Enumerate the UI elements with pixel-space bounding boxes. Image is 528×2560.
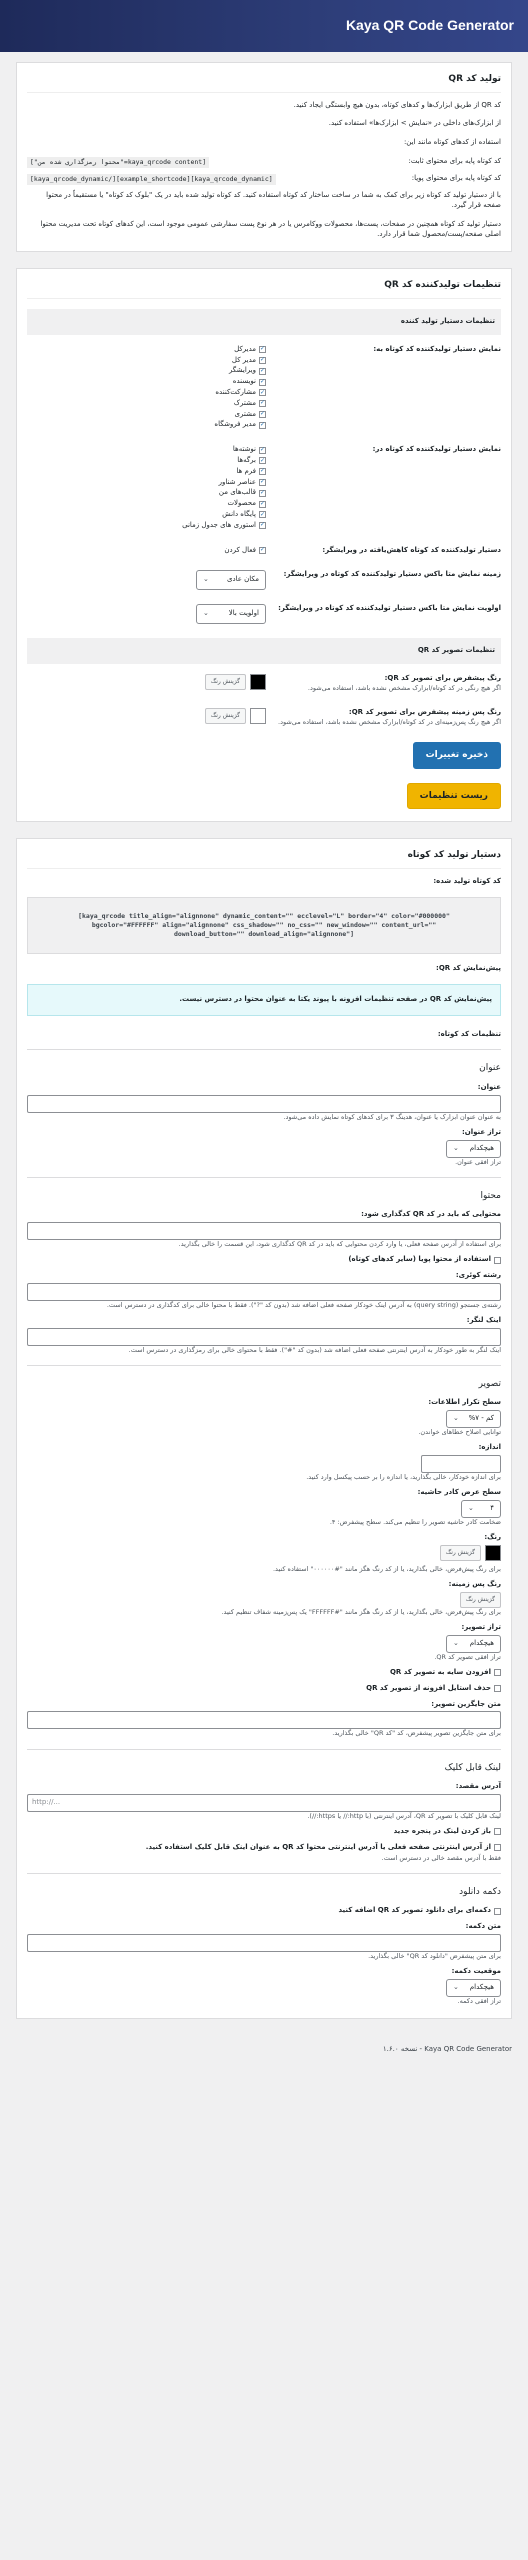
roles-checklist xyxy=(27,345,266,431)
checkbox-icon[interactable] xyxy=(494,1844,501,1851)
content-label: محتوایی که باید در کد QR کدگذاری شود: xyxy=(361,1210,501,1219)
generator-card xyxy=(16,838,512,2019)
image-section-heading: تصویر xyxy=(478,1378,501,1389)
download-button-checkbox[interactable] xyxy=(27,1906,501,1916)
link-section-heading: لینک قابل کلیک xyxy=(444,1762,501,1773)
size-label: اندازه: xyxy=(478,1443,501,1452)
anchor-input[interactable] xyxy=(27,1328,501,1346)
checkbox-checked-icon[interactable]: ✓ xyxy=(259,521,266,529)
checklist-item[interactable] xyxy=(27,388,266,398)
fg-color-row xyxy=(27,674,501,694)
dynamic-code-label: کد کوتاه پایه برای محتوای پویا: xyxy=(411,174,501,183)
ecc-value: کم - ۷% xyxy=(468,1414,494,1423)
title-label: عنوان: xyxy=(477,1082,501,1091)
title-input[interactable] xyxy=(27,1095,501,1113)
footer xyxy=(0,2035,528,2065)
checkbox-icon[interactable] xyxy=(494,1257,501,1264)
checklist-item[interactable] xyxy=(27,356,266,366)
img-align-select[interactable] xyxy=(446,1635,501,1653)
checkbox-icon[interactable] xyxy=(494,1908,501,1915)
minimized-checkbox[interactable] xyxy=(27,546,266,556)
border-select[interactable] xyxy=(461,1500,501,1518)
checklist-item[interactable] xyxy=(27,467,266,477)
bg-color-picker[interactable] xyxy=(205,708,266,724)
title-align-label: تراز عنوان: xyxy=(461,1127,501,1136)
context-value: مکان عادی xyxy=(226,575,259,584)
shortcode-line: bgcolor="#FFFFFF" align="alignnone" css_shadow="" no_css="" new_window="" content_url="" xyxy=(91,920,437,929)
color-swatch[interactable] xyxy=(485,1545,501,1561)
checklist-item[interactable] xyxy=(27,456,266,466)
color-label: رنگ: xyxy=(484,1533,501,1542)
btn-text-label: متن دکمه: xyxy=(465,1922,501,1931)
ecc-desc: توانایی اصلاح خطاهای خواندن. xyxy=(418,1428,501,1437)
chevron-down-icon: ⌄ xyxy=(453,1982,459,1991)
alt-desc: برای متن جایگزین تصویر پیشفرض، کد "کد QR" خالی بگذارید. xyxy=(332,1729,501,1738)
chevron-down-icon: ⌄ xyxy=(453,1639,459,1648)
alt-label: متن جایگزین تصویر: xyxy=(431,1699,501,1708)
save-button[interactable]: ذخیره تغییرات xyxy=(413,742,501,769)
checkbox-checked-icon[interactable]: ✓ xyxy=(259,356,266,364)
post-types-row xyxy=(27,445,501,531)
checklist-item-label: مشارکت‌کننده xyxy=(215,387,256,396)
checklist-item-label: نوشته‌ها xyxy=(232,445,256,454)
fg-color-picker[interactable] xyxy=(205,674,266,690)
checklist-item[interactable] xyxy=(27,499,266,509)
anchor-label: اینک لنگر: xyxy=(466,1315,501,1324)
btn-pos-select[interactable] xyxy=(446,1979,501,1997)
divider xyxy=(27,1873,501,1874)
checkbox-checked-icon[interactable]: ✓ xyxy=(259,467,266,475)
fg-color-swatch[interactable] xyxy=(250,674,266,690)
checklist-item[interactable] xyxy=(27,410,266,420)
chevron-down-icon: ⌄ xyxy=(203,575,209,584)
fg-color-label: رنگ پیشفرض برای تصویر کد QR: xyxy=(384,674,501,683)
bg-color-label: رنگ پس زمینه پیشفرض برای تصویر کد QR: xyxy=(348,708,501,717)
intro-p2: از ابزارک‌های داخلی در «نمایش > ابزارک‌ها» استفاده کنید. xyxy=(328,119,501,128)
static-code: [kaya_qrcode content="محتوا رمزگذاری شده من"] xyxy=(27,157,209,168)
nocss-checkbox[interactable] xyxy=(27,1684,501,1694)
post-types-label: نمایش دستیار تولیدکننده کد کوتاه در: xyxy=(372,445,501,454)
btn-text-desc: برای متن پیشفرض "دانلود کد QR" خالی بگذارید. xyxy=(368,1951,501,1960)
self-url-desc: فقط با آدرس مقصد خالی در دسترس است. xyxy=(381,1853,501,1862)
checklist-item[interactable] xyxy=(27,345,266,355)
settings-heading: تنظیمات تولیدکننده کد QR xyxy=(27,279,501,299)
checklist-item[interactable] xyxy=(27,420,266,430)
minimized-value: فعال کردن xyxy=(224,545,256,554)
divider xyxy=(27,1049,501,1050)
content-section-heading: محتوا xyxy=(480,1190,501,1201)
generated-shortcode[interactable] xyxy=(27,897,501,954)
checkbox-checked-icon[interactable]: ✓ xyxy=(259,445,266,453)
checklist-item-label: استوری های جدول زمانی xyxy=(182,520,256,529)
checklist-item-label: محصولات xyxy=(227,499,256,508)
priority-value: اولویت بالا xyxy=(228,609,259,618)
roles-label: نمایش دستیار تولیدکننده کد کوتاه به: xyxy=(373,344,501,353)
intro-p1: کد QR از طریق ابزارک‌ها و کدهای کوتاه، بدون هیچ وابستگی ایجاد کنید. xyxy=(293,100,501,109)
checkbox-icon[interactable] xyxy=(494,1669,501,1676)
btn-text-input[interactable] xyxy=(27,1934,501,1952)
priority-label: اولویت نمایش متا باکس دستیار تولیدکننده کد کوتاه در ویرایشگر: xyxy=(278,604,501,613)
context-select[interactable] xyxy=(196,570,266,590)
bgcolor-label: رنگ پس زمینه: xyxy=(448,1579,501,1588)
border-value: ۴ xyxy=(490,1504,494,1513)
preview-label: پیش‌نمایش کد QR: xyxy=(436,963,501,972)
img-align-label: تراز تصویر: xyxy=(461,1623,501,1632)
footer-text: Kaya QR Code Generator - نسخه ۱.۶.۰ xyxy=(382,2044,512,2053)
checklist-item-label: فرم ها xyxy=(236,466,256,475)
top-banner xyxy=(0,0,528,52)
content-desc: برای استفاده از آدرس صفحه فعلی، یا وارد کردن محتوایی که باید در کد QR کدگذاری شود، این قسمت را خالی بگذارید. xyxy=(178,1240,501,1249)
img-align-desc: تراز افقی تصویر کد QR. xyxy=(434,1652,501,1661)
size-desc: برای اندازه خودکار، خالی بگذارید، یا اندازه را بر حسب پیکسل وارد کنید. xyxy=(306,1473,501,1482)
checklist-item[interactable] xyxy=(27,521,266,531)
generator-heading: دستیار تولید کد کوتاه xyxy=(27,849,501,869)
checklist-item[interactable] xyxy=(27,478,266,488)
checkbox-checked-icon[interactable]: ✓ xyxy=(259,410,266,418)
shadow-checkbox[interactable] xyxy=(27,1668,501,1678)
checkbox-icon[interactable] xyxy=(494,1685,501,1692)
btn-pos-desc: تراز افقی دکمه. xyxy=(457,1996,501,2005)
self-url-checkbox[interactable] xyxy=(27,1843,501,1853)
size-input[interactable] xyxy=(421,1455,501,1473)
dynamic-code-row xyxy=(27,174,501,185)
alt-input[interactable] xyxy=(27,1711,501,1729)
checkbox-checked-icon[interactable]: ✓ xyxy=(259,399,266,407)
checkbox-checked-icon[interactable]: ✓ xyxy=(259,367,266,375)
fg-color-desc: اگر هیچ رنگی در کد کوتاه/ابزارک مشخص نشده باشد، استفاده می‌شود. xyxy=(307,683,501,692)
minimized-row xyxy=(27,546,501,557)
url-label: آدرس مقصد: xyxy=(455,1782,501,1791)
checklist-item[interactable] xyxy=(27,510,266,520)
chevron-down-icon: ⌄ xyxy=(203,609,209,618)
download-button-label: دکمه‌ای برای دانلود تصویر کد QR اضافه کنید xyxy=(338,1906,491,1915)
query-desc: رشته‌ی جستجو (query string) به آدرس اینک خودکار صفحه فعلی اضافه شد (بدون کد "?"). فقط با محتوا خالی برای کدگذاری در دسترس است. xyxy=(106,1300,501,1309)
intro-card xyxy=(16,62,512,252)
checklist-item-label: مشتری xyxy=(234,409,256,418)
static-code-label: کد کوتاه پایه برای محتوای ثابت: xyxy=(408,156,501,165)
checkbox-checked-icon[interactable]: ✓ xyxy=(259,388,266,396)
checklist-item[interactable] xyxy=(27,377,266,387)
intro-p5: دستیار تولید کد کوتاه همچنین در صفحات، پست‌ها، محصولات ووکامرس یا در هر نوع پست سفارشی عمومی موجود است، این کدهای کوتاه تحت مدیریت محتوا اصلی صفحه/پست/محصول شما قرار دارد. xyxy=(40,219,501,238)
checkbox-checked-icon[interactable]: ✓ xyxy=(259,478,266,486)
anchor-desc: اینک لنگر به طور خودکار به آدرس اینترنتی صفحه فعلی اضافه شد (بدون کد "#"). فقط با محتوای خالی برای رمزگذاری در دسترس است. xyxy=(128,1345,501,1354)
title-section-heading: عنوان xyxy=(479,1063,501,1074)
query-input[interactable] xyxy=(27,1283,501,1301)
new-window-label: باز کردن لینک در پنجره جدید xyxy=(393,1827,491,1836)
content-input[interactable] xyxy=(27,1222,501,1240)
checklist-item[interactable] xyxy=(27,399,266,409)
checkbox-checked-icon[interactable]: ✓ xyxy=(259,345,266,353)
checklist-item-label: مدیر کل xyxy=(231,355,256,364)
color-desc: برای رنگ پیش‌فرض، خالی بگذارید، یا از کد رنگ هگز مانند "#۰۰۰۰۰۰" استفاده کنید. xyxy=(272,1564,501,1573)
img-align-value: هیچکدام xyxy=(469,1639,494,1648)
divider xyxy=(27,1749,501,1750)
checkbox-checked-icon[interactable]: ✓ xyxy=(259,421,266,429)
dynamic-content-label: استفاده از محتوا پویا (سایر کدهای کوتاه) xyxy=(348,1255,491,1264)
app-title: Kaya QR Code Generator xyxy=(345,17,514,34)
checklist-item-label: قالب‌های من xyxy=(218,488,256,497)
bgcolor-desc: برای رنگ پیش‌فرض، خالی بگذارید، یا از کد رنگ هگز مانند "#FFFFFF" یک پس‌زمینه شفاف تنظیم کنید. xyxy=(221,1608,501,1617)
minimized-label: دستیار تولیدکننده کد کوتاه کاهش‌یافته در ویرایشگر: xyxy=(322,545,501,554)
self-url-label: از آدرس اینترنتی صفحه فعلی یا آدرس اینترنتی محتوا کد QR به عنوان اینک قابل کلیک استفاده کنید. xyxy=(145,1842,491,1851)
roles-row xyxy=(27,345,501,431)
pick-bgcolor-button[interactable]: گزینش رنگ xyxy=(460,1592,501,1608)
bg-color-row xyxy=(27,708,501,728)
nocss-label: حذف استایل افزونه از تصویر کد QR xyxy=(366,1683,491,1692)
post-types-checklist xyxy=(27,445,266,531)
priority-row xyxy=(27,604,501,624)
assistant-settings-head: تنظیمات دستیار تولید کننده xyxy=(27,309,501,335)
checklist-item-label: مشترک xyxy=(233,398,256,407)
shortcode-settings-label: تنظیمات کد کوتاه: xyxy=(437,1029,501,1038)
settings-card xyxy=(16,268,512,822)
checkbox-checked-icon[interactable]: ✓ xyxy=(259,377,266,385)
image-settings-head: تنظیمات تصویر کد QR xyxy=(27,638,501,664)
pick-color-button[interactable]: گزینش رنگ xyxy=(440,1545,481,1561)
title-desc: به عنوان عنوان ابزارک یا عنوان، هدینگ ۳ برای کدهای کوتاه نمایش داده می‌شود. xyxy=(283,1112,501,1121)
checklist-item-label: ویرایشگر xyxy=(228,366,256,375)
checkbox-icon[interactable] xyxy=(494,1828,501,1835)
dynamic-code: [kaya_qrcode_dynamic][example_shortcode][/kaya_qrcode_dynamic] xyxy=(27,174,276,185)
bg-color-desc: اگر هیچ رنگ پس‌زمینه‌ای در کد کوتاه/ابزارک مشخص نشده باشد، استفاده می‌شود. xyxy=(278,717,501,726)
url-desc: لینک قابل کلیک با تصویر کد QR، آدرس اینترنتی (با http:// یا https://). xyxy=(307,1811,501,1820)
intro-p3: استفاده از کدهای کوتاه مانند این: xyxy=(403,138,501,147)
preview-notice: پیش‌نمایش کد QR در صفحه تنظیمات افزونه با پیوند یکتا به عنوان محتوا در دسترس نیست. xyxy=(27,984,501,1016)
url-input[interactable]: http://... xyxy=(27,1794,501,1812)
btn-pos-value: هیچکدام xyxy=(469,1982,494,1991)
context-row xyxy=(27,570,501,590)
checklist-item[interactable] xyxy=(27,366,266,376)
download-section-heading: دکمه دانلود xyxy=(459,1886,501,1897)
shortcode-line: [kaya_qrcode title_align="alignnone" dynamic_content="" ecclevel="L" border="4" color="#000000" xyxy=(78,911,450,920)
generated-label: کد کوتاه تولید شده: xyxy=(433,876,501,885)
title-align-desc: تراز افقی عنوان. xyxy=(455,1157,501,1166)
chevron-down-icon: ⌄ xyxy=(453,1143,459,1152)
checklist-item-label: مدیرکل xyxy=(234,344,256,353)
checkbox-checked-icon[interactable]: ✓ xyxy=(259,546,266,554)
chevron-down-icon: ⌄ xyxy=(453,1414,459,1423)
color-picker[interactable] xyxy=(440,1545,501,1561)
border-desc: ضخامت کادر حاشیه تصویر را تنظیم می‌کند. سطح پیشفرض: ۴. xyxy=(329,1517,501,1526)
checklist-item-label: مدیر فروشگاه xyxy=(214,420,256,429)
priority-select[interactable] xyxy=(196,604,266,624)
ecc-select[interactable] xyxy=(446,1410,501,1428)
title-align-value: هیچکدام xyxy=(469,1143,494,1152)
checklist-item-label: پایگاه دانش xyxy=(222,509,256,518)
intro-heading: تولید کد QR xyxy=(27,73,501,93)
checklist-item[interactable] xyxy=(27,445,266,455)
checklist-item[interactable] xyxy=(27,488,266,498)
fg-pick-color-button[interactable]: گزینش رنگ xyxy=(205,674,246,690)
reset-button[interactable]: ریست تنظیمات xyxy=(407,783,501,810)
context-label: زمینه نمایش متا باکس دستیار تولیدکننده کد کوتاه در ویرایشگر: xyxy=(283,570,501,579)
new-window-checkbox[interactable] xyxy=(27,1827,501,1837)
dynamic-content-checkbox[interactable] xyxy=(27,1255,501,1265)
bg-color-swatch[interactable] xyxy=(250,708,266,724)
checkbox-checked-icon[interactable]: ✓ xyxy=(259,456,266,464)
query-label: رشته کوئری: xyxy=(455,1270,501,1279)
checklist-item-label: عناصر شناور xyxy=(218,477,256,486)
shadow-label: افزودن سایه به تصویر کد QR xyxy=(389,1668,491,1677)
static-code-row xyxy=(27,157,501,168)
divider xyxy=(27,1177,501,1178)
checklist-item-label: نویسنده xyxy=(232,377,256,386)
title-align-select[interactable] xyxy=(446,1140,501,1158)
divider xyxy=(27,1365,501,1366)
ecc-label: سطح تکرار اطلاعات: xyxy=(428,1398,501,1407)
bg-pick-color-button[interactable]: گزینش رنگ xyxy=(205,708,246,724)
checkbox-checked-icon[interactable]: ✓ xyxy=(259,489,266,497)
shortcode-line: download_button="" download_align="alignnone"] xyxy=(173,929,354,938)
border-label: سطح عرض کادر حاشیه: xyxy=(417,1488,501,1497)
bgcolor-picker[interactable] xyxy=(460,1592,501,1608)
checkbox-checked-icon[interactable]: ✓ xyxy=(259,499,266,507)
btn-pos-label: موقعیت دکمه: xyxy=(451,1967,501,1975)
intro-p4: با از دستیار تولید کد کوتاه زیر برای کمک به شما در ساخت ساختار کد کوتاه استفاده کنید. کد کوتاه تولید شده باید در یک "بلوک کد کوتاه" یا مستقیماً در محتوا صفحه قرار گیرد. xyxy=(46,191,501,209)
checklist-item-label: برگه‌ها xyxy=(237,455,256,464)
chevron-down-icon: ⌄ xyxy=(468,1504,474,1513)
checkbox-checked-icon[interactable]: ✓ xyxy=(259,510,266,518)
